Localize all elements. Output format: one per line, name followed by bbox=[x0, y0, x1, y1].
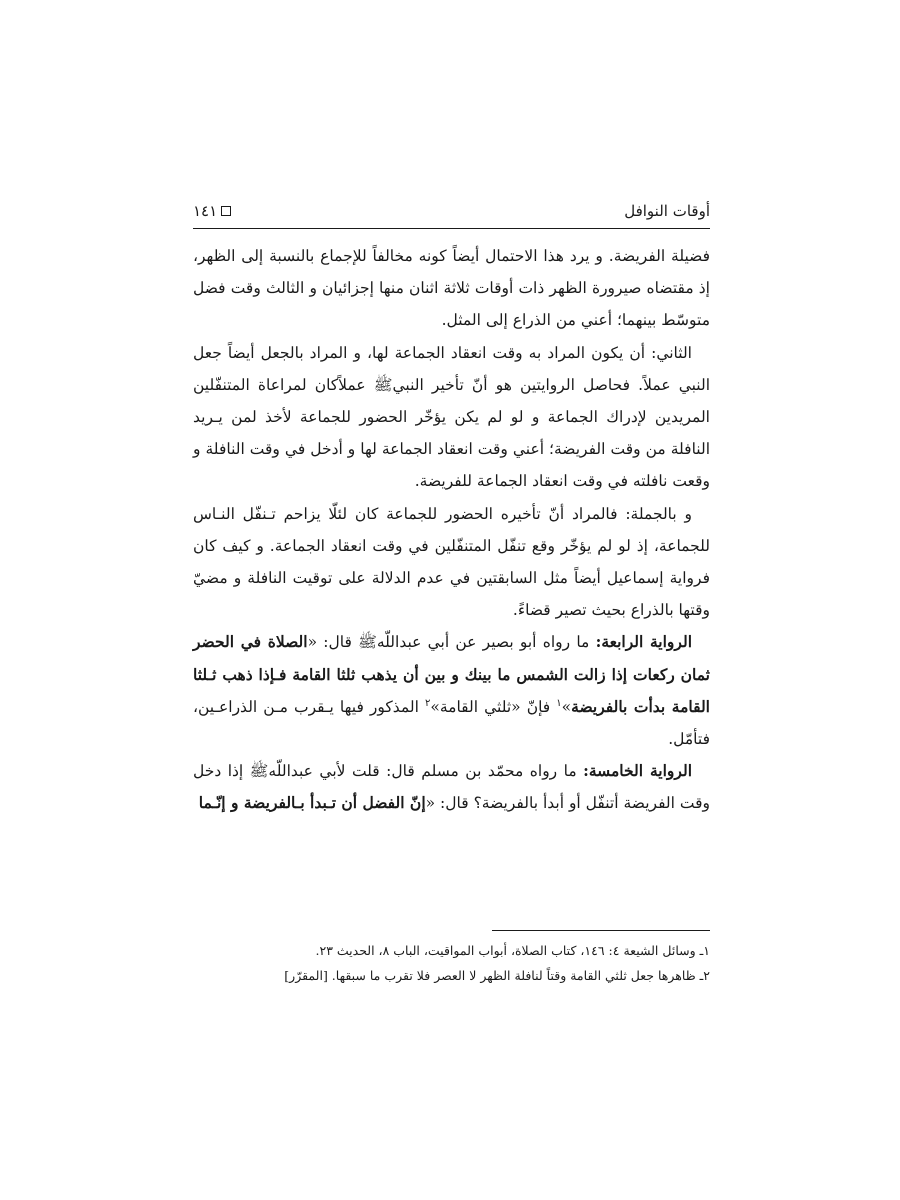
footnote-divider bbox=[492, 930, 710, 931]
riwaya-heading: الرواية الخامسة: bbox=[583, 761, 692, 781]
hadith-quote: الصلاة في الحضر ثمان ركعات إذا زالت الشمس ما بينك و بين أن يذهب ثلثا القامة فـإذا ذهب ثـلثا القامة بدأت بالفريضة bbox=[193, 632, 710, 716]
header-divider bbox=[193, 228, 710, 229]
footnote-item: ١ـ وسائل الشيعة ٤: ١٤٦، كتاب الصلاة، أبواب المواقيت، الباب ٨، الحديث ٢٣. bbox=[315, 943, 710, 958]
footnote-ref[interactable]: ٢ bbox=[424, 697, 431, 709]
paragraph-riwaya-5 bbox=[193, 755, 710, 819]
riwaya-heading: الرواية الرابعة: bbox=[595, 632, 692, 652]
paragraph: و بالجملة: فالمراد أنّ تأخيره الحضور للجماعة كان لئلّا يزاحم تـنفّل النـاس للجماعة، إذ لو لم يؤخّر وقع تنفّل المتنفّلين في وقت انعقاد الجماعة. و كيف كان فرواية إسماعيل أيضاً مثل السابقتين في عدم الدلالة على توقيت النافلة و مضيّ وقتها بالذراع بحيث تصير قضاءً. bbox=[193, 504, 710, 620]
page-number-group bbox=[193, 202, 231, 220]
footnotes bbox=[193, 938, 710, 988]
riwaya-comment: فإنّ «ثلثي القامة» bbox=[430, 697, 557, 716]
main-text bbox=[193, 240, 710, 820]
square-icon bbox=[221, 206, 231, 216]
footnote-ref[interactable]: ١ bbox=[556, 697, 562, 709]
riwaya-intro: ما رواه أبو بصير عن أبي عبداللّهﷺ قال: « bbox=[307, 633, 596, 652]
page-header bbox=[193, 198, 710, 226]
quote-close: » bbox=[561, 697, 572, 716]
hadith-quote: إنّ الفضل أن تـبدأ بـالفريضة و إنّـما bbox=[198, 793, 426, 813]
paragraph-riwaya-4 bbox=[193, 626, 710, 755]
running-title: أوقات النوافل bbox=[624, 202, 710, 220]
page-number: ١٤١ bbox=[193, 202, 218, 220]
riwaya-intro: ما رواه محمّد بن مسلم قال: قلت لأبي عبداللّهﷺ إذا دخل وقت الفريضة أتنفّل أو أبدأ بالفريضة؟ قال: « bbox=[193, 762, 710, 813]
paragraph: الثاني: أن يكون المراد به وقت انعقاد الجماعة لها، و المراد بالجعل أيضاً جعل النبي عملاً. فحاصل الروايتين هو أنّ تأخير النبيﷺ عملاًكان لمراعاة المتنفّلين المريدين لإدراك الجماعة و لو لم يكن يؤخّر الحضور للجماعة لأخذ لمن يـريد النافلة من وقت الفريضة؛ أعني وقت انعقاد الجماعة لها و أدخل في وقت النافلة و وقعت نافلته في وقت انعقاد الجماعة للفريضة. bbox=[193, 343, 710, 491]
footnote-item: ٢ـ ظاهرها جعل ثلثي القامة وقتاً لنافلة الظهر لا العصر فلا تقرب ما سبقها. [المقرّر] bbox=[284, 968, 710, 983]
paragraph: فضيلة الفريضة. و يرد هذا الاحتمال أيضاً كونه مخالفاً للإجماع بالنسبة إلى الظهر، إذ مقتضاه صيرورة الظهر ذات أوقات ثلاثة اثنان منها إجزائيان و الثالث وقت فضل متوسّط بينهما؛ أعني من الذراع إلى المثل. bbox=[193, 247, 710, 330]
riwaya-comment-end: المذكور فيها يـقرب مـن الذراعـين، فتأمّل. bbox=[193, 697, 710, 749]
